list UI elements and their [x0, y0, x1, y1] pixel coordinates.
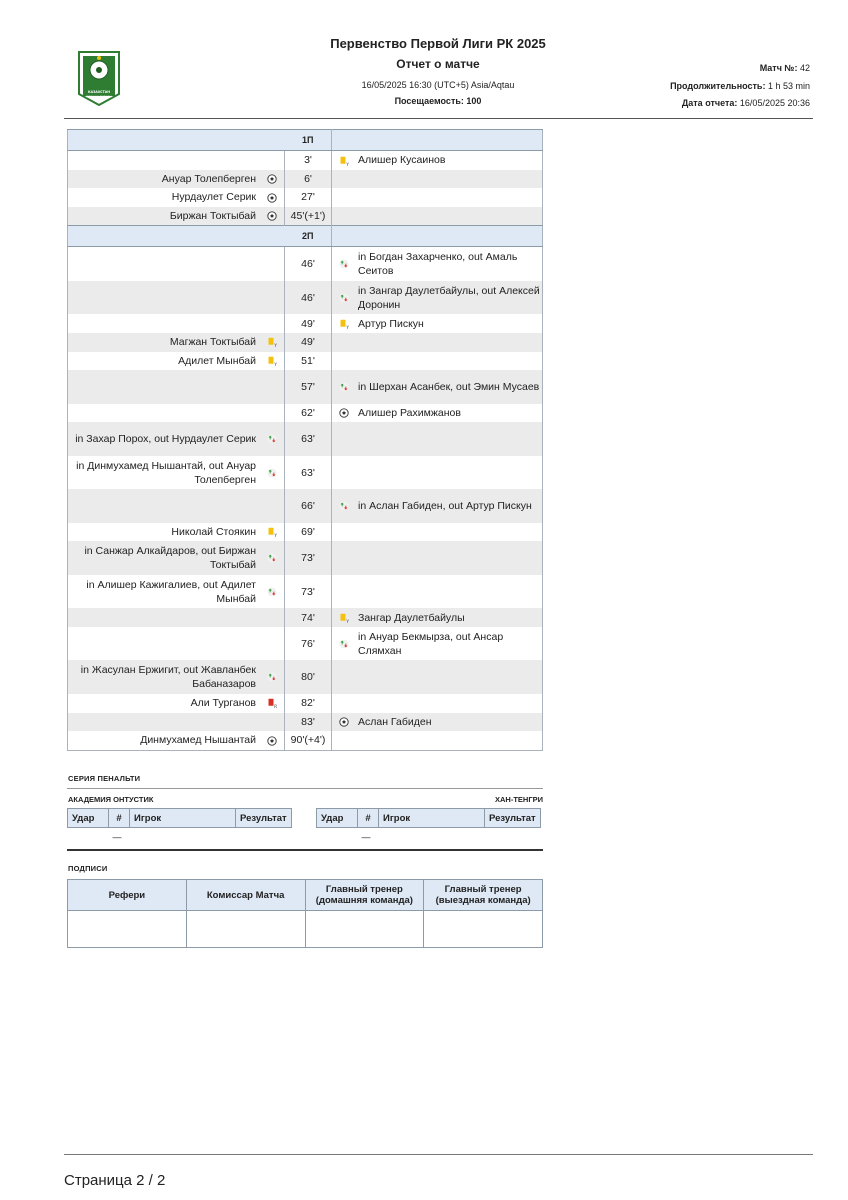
substitution-icon: [339, 258, 349, 270]
svg-text:Y: Y: [274, 343, 277, 348]
sig-referee-header: Рефери: [68, 880, 187, 911]
report-date-value: 16/05/2025 20:36: [739, 98, 810, 108]
svg-text:Y: Y: [346, 324, 349, 329]
event-minute: 69': [285, 523, 332, 542]
goal-icon: [267, 734, 277, 746]
svg-text:R: R: [274, 704, 277, 709]
duration: [670, 81, 810, 91]
event-minute: 57': [285, 370, 332, 404]
sig-home-coach-header: [305, 880, 424, 911]
phase-header: [68, 226, 543, 247]
goal-icon: [267, 191, 277, 203]
report-subtitle: Отчет о матче: [396, 57, 480, 71]
section-divider: [67, 849, 543, 851]
event-row: [68, 281, 543, 315]
yellow-card-icon: [267, 355, 277, 367]
away-event-text: [356, 731, 543, 750]
away-event-text: [356, 170, 543, 189]
event-minute: 73': [285, 541, 332, 575]
home-event-text: Николай Стоякин: [171, 526, 256, 539]
event-row: [68, 731, 543, 750]
away-event-text: [356, 352, 543, 371]
home-event-text: Ануар Толепберген: [68, 170, 261, 189]
away-event-text: [356, 188, 543, 207]
event-row: [68, 575, 543, 609]
event-minute: 49': [285, 333, 332, 352]
event-minute: 49': [285, 314, 332, 333]
home-event-text: [68, 247, 261, 281]
duration-value: 1 h 53 min: [767, 81, 810, 91]
home-event-text: [68, 627, 261, 661]
event-row: [68, 456, 543, 490]
event-minute: 63': [285, 422, 332, 456]
col-number: #: [109, 809, 130, 828]
col-player: Игрок: [379, 809, 485, 828]
event-row: [68, 207, 543, 226]
sig-away-coach-box: [424, 911, 543, 948]
match-number: [760, 63, 810, 73]
phase-label: 1П: [285, 130, 332, 151]
substitution-icon: [267, 586, 277, 598]
attendance-label: Посещаемость:: [394, 96, 464, 106]
sig-home-coach-box: [305, 911, 424, 948]
away-event-text: [356, 523, 543, 542]
event-row: [68, 523, 543, 542]
away-event-text: in Аслан Габиден, out Артур Пискун: [356, 489, 543, 523]
event-minute: 46': [285, 247, 332, 281]
col-result: Результат: [236, 809, 292, 828]
home-event-text: in Динмухамед Нышантай, out Ануар Толепберген: [76, 459, 256, 486]
attendance: [288, 96, 588, 106]
penalty-home-team: АКАДЕМИЯ ОНТУСТИК: [68, 795, 154, 804]
event-row: [68, 608, 543, 627]
event-minute: 27': [285, 188, 332, 207]
away-event-text: in Шерхан Асанбек, out Эмин Мусаев: [356, 370, 543, 404]
home-event-text: Адилет Мынбай: [178, 354, 256, 367]
event-row: [68, 247, 543, 281]
svg-text:Y: Y: [274, 533, 277, 538]
home-event-text: [68, 608, 261, 627]
home-event-text: Али Турганов: [190, 697, 256, 710]
sig-commissioner-box: [186, 911, 305, 948]
col-player: Игрок: [130, 809, 236, 828]
away-event-text: Алишер Кусаинов: [358, 154, 446, 167]
event-minute: 80': [285, 660, 332, 694]
events-table: [67, 129, 543, 751]
league-logo: [76, 50, 122, 106]
home-event-text: in Жасулан Ержигит, out Жавланбек Бабаназаров: [68, 660, 261, 694]
home-event-text: Магжан Токтыбай: [68, 333, 261, 352]
away-event-text: Аслан Габиден: [356, 713, 543, 732]
away-event-text: [356, 694, 543, 713]
event-row: [68, 541, 543, 575]
away-event-text: [356, 207, 543, 226]
event-minute: 3': [285, 151, 332, 170]
report-date: [682, 98, 810, 108]
home-event-text: [68, 281, 261, 315]
away-event-text: Артур Пискун: [358, 317, 424, 330]
sig-home-coach-line2: (домашняя команда): [315, 895, 413, 906]
svg-text:Y: Y: [346, 161, 349, 166]
penalty-section-title: СЕРИЯ ПЕНАЛЬТИ: [68, 774, 141, 783]
event-minute: 51': [285, 352, 332, 371]
penalty-away-empty: —: [361, 832, 371, 842]
event-row: [68, 694, 543, 713]
yellow-card-icon: [339, 612, 349, 624]
event-row: [68, 188, 543, 207]
yellow-card-icon: [339, 318, 349, 330]
col-kick: Удар: [68, 809, 109, 828]
away-event-text: [356, 541, 543, 575]
col-number: #: [358, 809, 379, 828]
event-minute: 62': [285, 404, 332, 423]
match-number-value: 42: [799, 63, 810, 73]
away-event-text: in Зангар Даулетбайулы, out Алексей Доронин: [356, 281, 543, 315]
sig-commissioner-header: Комиссар Матча: [186, 880, 305, 911]
substitution-icon: [339, 638, 349, 650]
footer-divider: [64, 1154, 813, 1155]
sig-away-coach-line2: (выездная команда): [435, 895, 531, 906]
event-row: [68, 370, 543, 404]
goal-icon: [339, 407, 349, 419]
substitution-icon: [339, 292, 349, 304]
substitution-icon: [267, 552, 277, 564]
home-event-text: in Алишер Кажигалиев, out Адилет Мынбай: [86, 578, 256, 605]
duration-label: Продолжительность:: [670, 81, 766, 91]
substitution-icon: [339, 500, 349, 512]
away-event-text: [356, 575, 543, 609]
event-row: [68, 333, 543, 352]
goal-icon: [267, 173, 277, 185]
event-minute: 46': [285, 281, 332, 315]
event-minute: 6': [285, 170, 332, 189]
home-event-text: [68, 404, 261, 423]
substitution-icon: [267, 671, 277, 683]
home-event-text: Биржан Токтыбай: [68, 207, 261, 226]
report-title: Первенство Первой Лиги РК 2025: [330, 36, 546, 51]
away-event-text: [356, 333, 543, 352]
yellow-card-icon: [339, 154, 349, 166]
goal-icon: [339, 716, 349, 728]
home-event-text: [68, 370, 261, 404]
event-row: [68, 627, 543, 661]
penalty-away-team: ХАН-ТЕНГРИ: [495, 795, 543, 804]
yellow-card-icon: [267, 336, 277, 348]
penalty-table-away: [316, 808, 541, 846]
away-event-text: in Богдан Захарченко, out Амаль Сеитов: [358, 251, 518, 278]
yellow-card-icon: [267, 526, 277, 538]
event-minute: 45'(+1'): [285, 207, 332, 226]
report-date-label: Дата отчета:: [681, 98, 738, 108]
penalty-table-home: [67, 808, 292, 846]
event-minute: 74': [285, 608, 332, 627]
sig-home-coach-line1: Главный тренер: [325, 884, 403, 895]
home-event-text: in Захар Порох, out Нурдаулет Серик: [68, 422, 261, 456]
event-row: [68, 660, 543, 694]
goal-icon: [267, 210, 277, 222]
event-minute: 73': [285, 575, 332, 609]
page-number: Страница 2 / 2: [64, 1172, 166, 1189]
event-row: [68, 489, 543, 523]
sig-referee-box: [68, 911, 187, 948]
event-row: [68, 170, 543, 189]
col-result: Результат: [485, 809, 541, 828]
header-divider: [64, 118, 813, 119]
event-minute: 76': [285, 627, 332, 661]
home-event-text: Динмухамед Нышантай: [140, 734, 256, 747]
event-row: [68, 314, 543, 333]
event-row: [68, 404, 543, 423]
sig-away-coach-header: [424, 880, 543, 911]
attendance-value: 100: [466, 96, 482, 106]
event-minute: 82': [285, 694, 332, 713]
away-event-text: in Ануар Бекмырза, out Ансар Слямхан: [358, 630, 504, 657]
signatures-table: [67, 879, 543, 948]
substitution-icon: [267, 467, 277, 479]
phase-label: 2П: [285, 226, 332, 247]
event-row: [68, 713, 543, 732]
red-card-icon: [267, 697, 277, 709]
event-minute: 90'(+4'): [285, 731, 332, 750]
away-event-text: Алишер Рахимжанов: [358, 406, 461, 419]
home-event-text: in Санжар Алкайдаров, out Биржан Токтыбай: [68, 541, 261, 575]
penalty-home-empty: —: [112, 832, 122, 842]
event-minute: 66': [285, 489, 332, 523]
away-event-text: [356, 422, 543, 456]
match-datetime: 16/05/2025 16:30 (UTC+5) Asia/Aqtau: [361, 80, 515, 90]
home-event-text: [68, 713, 261, 732]
away-event-text: [356, 660, 543, 694]
penalty-divider: [67, 788, 543, 789]
signatures-section-title: ПОДПИСИ: [68, 864, 108, 873]
match-number-label: Матч №:: [759, 63, 798, 73]
substitution-icon: [267, 433, 277, 445]
svg-text:Y: Y: [346, 618, 349, 623]
event-row: [68, 151, 543, 170]
events-body: [68, 130, 543, 751]
event-row: [68, 352, 543, 371]
home-event-text: [68, 489, 261, 523]
event-row: [68, 422, 543, 456]
event-minute: 63': [285, 456, 332, 490]
col-kick: Удар: [317, 809, 358, 828]
home-event-text: [68, 314, 261, 333]
away-event-text: Зангар Даулетбайулы: [356, 608, 543, 627]
sig-away-coach-line1: Главный тренер: [444, 884, 522, 895]
home-event-text: Нурдаулет Серик: [171, 191, 256, 204]
svg-text:БИРІНШІ ЛИГАСЫ: БИРІНШІ ЛИГАСЫ: [86, 94, 112, 99]
svg-text:Y: Y: [274, 361, 277, 367]
home-event-text: [68, 151, 261, 170]
substitution-icon: [339, 381, 349, 393]
svg-text:КАЗАХСТАН: КАЗАХСТАН: [88, 90, 110, 94]
phase-header: [68, 130, 543, 151]
away-event-text: [356, 456, 543, 490]
event-minute: 83': [285, 713, 332, 732]
